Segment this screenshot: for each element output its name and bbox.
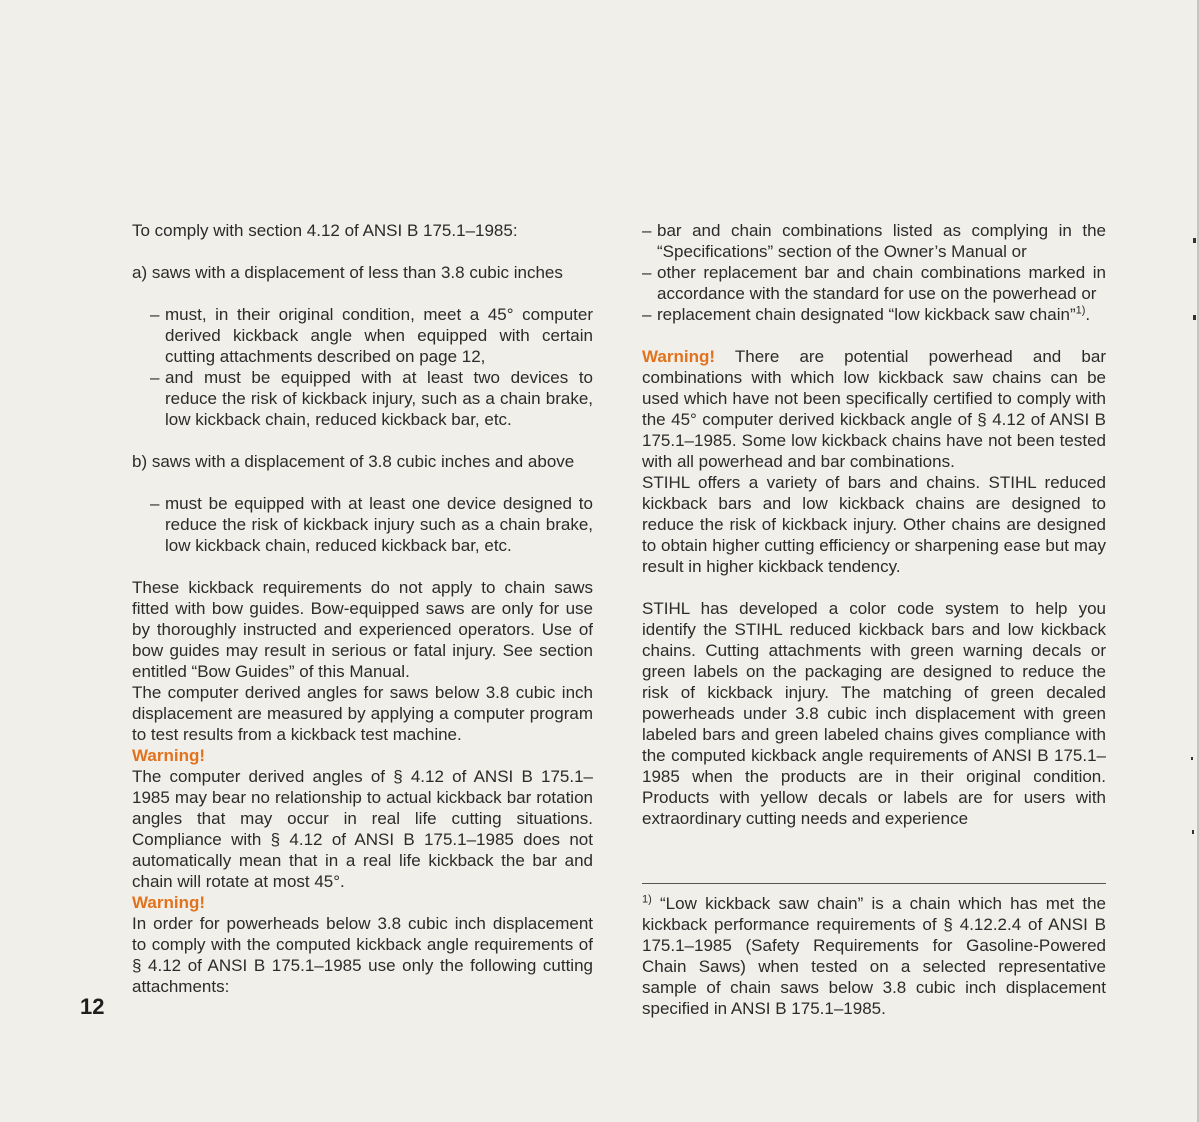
list-item: – must, in their original condition, meet a 45° computer derived kickback angle when equipped with certain cutting attachments described on page 12, bbox=[150, 305, 593, 366]
margin-mark bbox=[1192, 830, 1194, 834]
warning-text: The computer derived angles of § 4.12 of ANSI B 175.1–1985 may bear no relationship to actual kickback bar rotation angles that may occur in real life cutting situations. Compliance with § 4.12 of ANSI B 175.1–1985 does not automatically mean that in a real life kickback the bar and chain will rotate at most 45°. bbox=[132, 767, 593, 891]
warning-text: In order for powerheads below 3.8 cubic inch displacement to comply with the computed kickback angle requirements of § 4.12 of ANSI B 175.1–1985 use only the following cutting attachments: bbox=[132, 914, 593, 996]
bow-guides-paragraph: These kickback requirements do not apply to chain saws fitted with bow guides. Bow-equipped saws are only for use by thoroughly instructed and experienced operators. Use of bow guides may result in serious or fatal injury. See section entitled “Bow Guides” of this Manual. bbox=[132, 578, 593, 681]
margin-mark bbox=[1193, 238, 1196, 243]
left-column bbox=[132, 220, 593, 997]
page-number: 12 bbox=[80, 994, 105, 1019]
warning-text: There are potential powerhead and bar combinations with which low kickback saw chains can be used which have not been specifically certified to comply with the 45° computer derived kickback angle of § 4.12 of ANSI B 175.1–1985. Some low kickback chains have not been tested with all powerhead and bar combinations. bbox=[642, 347, 1106, 471]
computer-angles-paragraph: The computer derived angles for saws below 3.8 cubic inch displacement are measured by applying a computer program to test results from a kickback test machine. bbox=[132, 683, 593, 744]
footnote-divider bbox=[642, 883, 1106, 884]
section-b-heading: b) saws with a displacement of 3.8 cubic inches and above bbox=[132, 452, 575, 471]
color-code-paragraph: STIHL has developed a color code system to help you identify the STIHL reduced kickback bars and low kickback chains. Cutting attachments with green warning decals or green labels on the packaging are designed to reduce the risk of kickback injury. The matching of green decaled powerheads under 3.8 cubic inch displacement with green labeled bars and green labeled chains gives compliance with the computed kickback angle requirements of ANSI B 175.1–1985 when the products are in their original condition. Products with yellow decals or labels are for users with extraordinary cutting needs and experience bbox=[642, 599, 1106, 828]
right-column bbox=[642, 220, 1106, 829]
warning-label: Warning! bbox=[132, 746, 206, 765]
warning-label: Warning! bbox=[642, 347, 716, 366]
list-item: – bar and chain combinations listed as complying in the “Specifications” section of the Owner’s Manual or bbox=[642, 221, 1106, 261]
list-item: – and must be equipped with at least two devices to reduce the risk of kickback injury, such as a chain brake, low kickback chain, reduced kickback bar, etc. bbox=[150, 368, 593, 429]
stihl-offers-paragraph: STIHL offers a variety of bars and chains. STIHL reduced kickback bars and low kickback chains are designed to reduce the risk of kickback injury. Other chains are designed to obtain higher cutting efficiency or sharpening ease but may result in higher kickback tendency. bbox=[642, 473, 1106, 576]
list-item: – must be equipped with at least one device designed to reduce the risk of kickback injury such as a chain brake, low kickback chain, reduced kickback bar, etc. bbox=[150, 494, 593, 555]
warning-paragraph bbox=[642, 346, 1106, 472]
footnote-reference: 1) bbox=[1075, 304, 1086, 317]
footnote-text: “Low kickback saw chain” is a chain which has met the kickback performance requirements of § 4.12.2.4 of ANSI B 175.1–1985 (Safety Requirements for Gasoline-Powered Chain Saws) when tested on a selected representative sample of chain saws below 3.8 cubic inch displacement specified in ANSI B 175.1–1985. bbox=[642, 894, 1107, 1018]
footnote-mark: 1) bbox=[642, 893, 652, 906]
footnote bbox=[642, 893, 1106, 1019]
list-item: – other replacement bar and chain combinations marked in accordance with the standard for use on the powerhead or bbox=[642, 263, 1106, 303]
margin-mark bbox=[1193, 315, 1196, 320]
list-item: – replacement chain designated “low kickback saw chain”$^{1)}$. bbox=[642, 304, 1091, 324]
list-item-text: replacement chain designated “low kickback saw chain” bbox=[657, 305, 1076, 324]
intro-text: To comply with section 4.12 of ANSI B 175.1–1985: bbox=[132, 221, 518, 240]
warning-label: Warning! bbox=[132, 893, 206, 912]
margin-mark bbox=[1191, 757, 1193, 760]
section-a-heading: a) saws with a displacement of less than 3.8 cubic inches bbox=[132, 263, 563, 282]
